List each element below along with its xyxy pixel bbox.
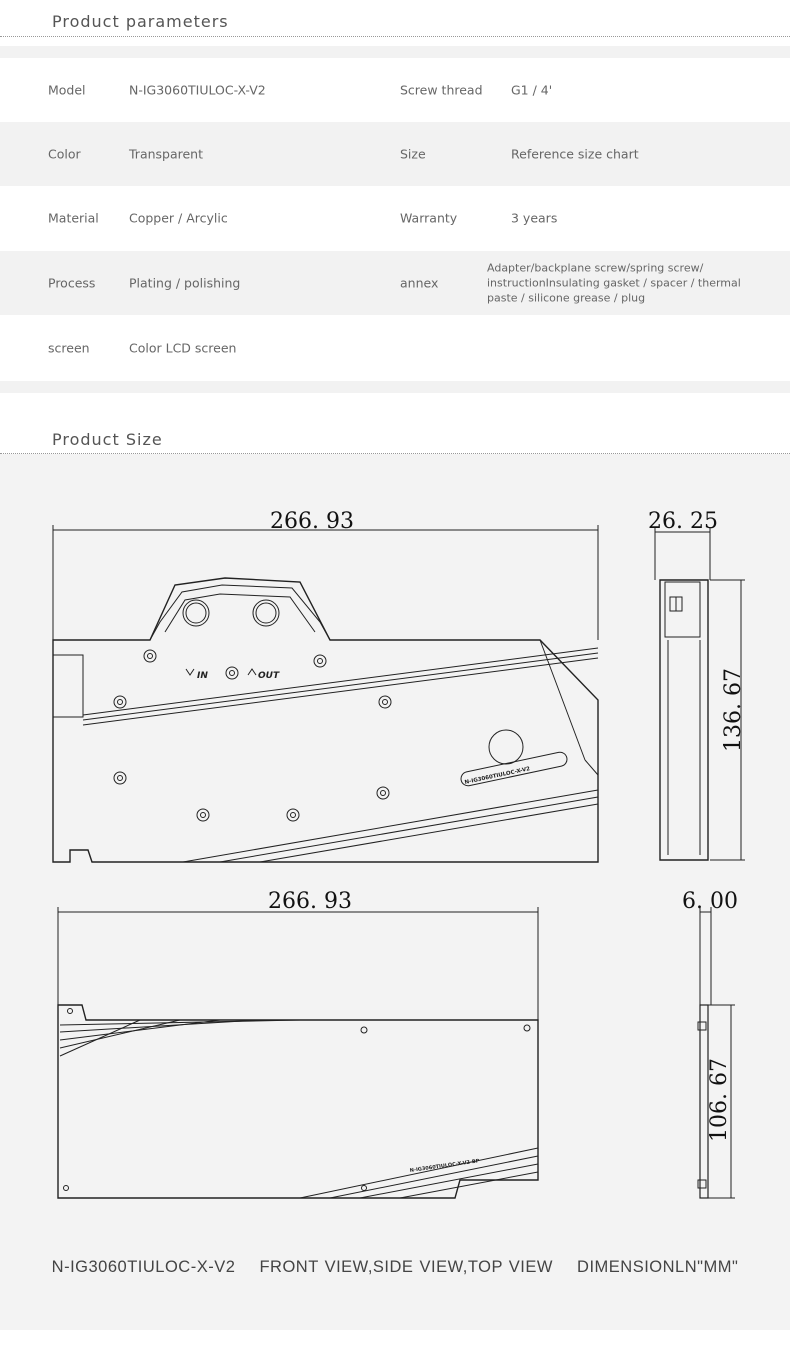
size-title: Product Size: [52, 430, 163, 449]
params-title: Product parameters: [52, 12, 229, 31]
param-value: Transparent: [129, 146, 204, 162]
param-value: Adapter/backplane screw/spring screw/ instructionInsulating gasket / spacer / thermal paste / silicone grease / plug: [487, 261, 741, 305]
param-value: 3 years: [511, 210, 558, 226]
dim-back-height: 106. 67: [707, 1058, 732, 1142]
dim-height: 136. 67: [721, 668, 746, 752]
param-value: N-IG3060TIULOC-X-V2: [129, 82, 266, 98]
param-label: screen: [48, 340, 90, 356]
param-label: Process: [48, 275, 96, 291]
backplate-text: N-IG3060TIULOC-X-V2-BP: [409, 1158, 480, 1174]
param-label: Color: [48, 146, 81, 162]
caption-model: N-IG3060TIULOC-X-V2: [51, 1258, 236, 1276]
param-label: annex: [400, 275, 439, 291]
param-label: Screw thread: [400, 82, 483, 98]
param-label: Material: [48, 210, 99, 226]
param-value: Copper / Arcylic: [129, 210, 228, 226]
param-label: Model: [48, 82, 86, 98]
caption-views: FRONT VIEW,SIDE VIEW,TOP VIEW: [259, 1258, 553, 1276]
param-label: Size: [400, 146, 426, 162]
param-value: Reference size chart: [511, 146, 639, 162]
caption-dimension: DIMENSIONLN"MM": [577, 1258, 739, 1276]
dim-side-depth: 26. 25: [648, 509, 718, 534]
param-value: Plating / polishing: [129, 275, 241, 291]
out-label: OUT: [258, 671, 280, 681]
param-label: Warranty: [400, 210, 458, 226]
param-value: Color LCD screen: [129, 340, 237, 356]
param-value: G1 / 4': [511, 82, 553, 98]
dim-back-width: 266. 93: [268, 889, 352, 914]
dim-back-depth: 6. 00: [682, 889, 738, 914]
size-caption: [0, 1258, 790, 1277]
in-label: IN: [197, 671, 208, 681]
dim-front-width: 266. 93: [270, 509, 354, 534]
model-plate-text: N-IG3060TIULOC-X-V2: [464, 766, 531, 786]
